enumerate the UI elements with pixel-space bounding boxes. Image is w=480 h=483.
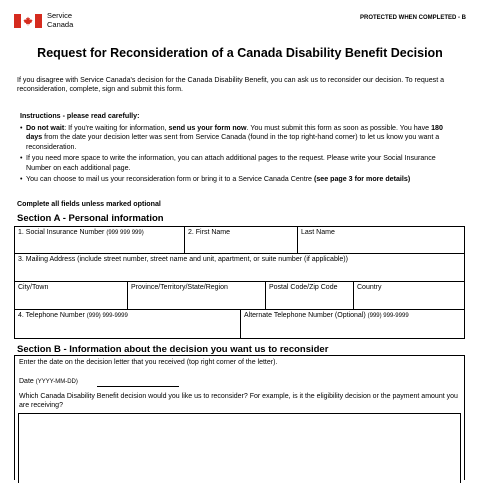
sin-field[interactable]: 1. Social Insurance Number (999 999 999) [15,227,185,253]
decision-question: Which Canada Disability Benefit decision would you like us to reconsider? For example, is it the eligibility decision or the payment amount you are receiving? [19,393,458,410]
intro-paragraph: If you disagree with Service Canada's decision for the Canada Disability Benefit, you can ask us to reconsider our decision. To request a reconsideration, complete, sign and submit this form. [17,76,445,94]
department-line-1: Service [47,11,73,20]
section-b-box [14,355,465,480]
province-field[interactable]: Province/Territory/State/Region [128,282,266,309]
form-row-address [14,253,465,282]
department-name [47,12,73,29]
form-row-identity [14,226,465,254]
canada-flag [14,14,42,28]
alternate-telephone-field[interactable]: Alternate Telephone Number (Optional) (999) 999-9999 [244,312,409,319]
page-title: Request for Reconsideration of a Canada Disability Benefit Decision [37,46,443,60]
instruction-item: • If you need more space to write the information, you can attach additional pages to the request. Please write your Social Insurance Number on each additional page. [20,154,460,173]
complete-all-note: Complete all fields unless marked optional [17,200,161,208]
instructions-list [20,124,460,186]
section-a-heading: Section A - Personal information [17,213,164,224]
mailing-address-field[interactable]: 3. Mailing Address (include street number, street name and unit, apartment, or suite number (if applicable)) [18,256,348,263]
date-input[interactable] [97,386,179,387]
last-name-field[interactable]: Last Name [301,229,335,236]
instruction-item: • You can choose to mail us your reconsideration form or bring it to a Service Canada Centre (see page 3 for more details) [20,175,460,184]
country-field[interactable]: Country [357,284,382,291]
instructions-title: Instructions - please read carefully: [20,112,140,120]
postal-code-field[interactable]: Postal Code/Zip Code [266,282,354,309]
enter-date-instruction: Enter the date on the decision letter that you received (top right corner of the letter). [19,359,278,366]
protected-label: PROTECTED WHEN COMPLETED - B [360,15,466,21]
date-label: Date (YYYY-MM-DD) [19,378,78,385]
maple-leaf-icon [23,16,33,26]
form-row-location [14,281,465,310]
instruction-item: • Do not wait: If you're waiting for information, send us your form now. You must submit this form as soon as possible. You have 180 days from the date your decision letter was sent from Service Canada (found in the top right-hand corner) to let us know you want a reconsideration. [20,124,460,152]
department-line-2: Canada [47,19,74,29]
first-name-field[interactable]: 2. First Name [185,227,298,253]
form-row-phone [14,309,465,339]
telephone-field[interactable]: 4. Telephone Number (999) 999-9999 [15,310,241,338]
government-header [14,12,73,29]
city-field[interactable]: City/Town [15,282,128,309]
section-b-heading: Section B - Information about the decision you want us to reconsider [17,344,329,355]
decision-answer-field[interactable] [18,413,461,483]
